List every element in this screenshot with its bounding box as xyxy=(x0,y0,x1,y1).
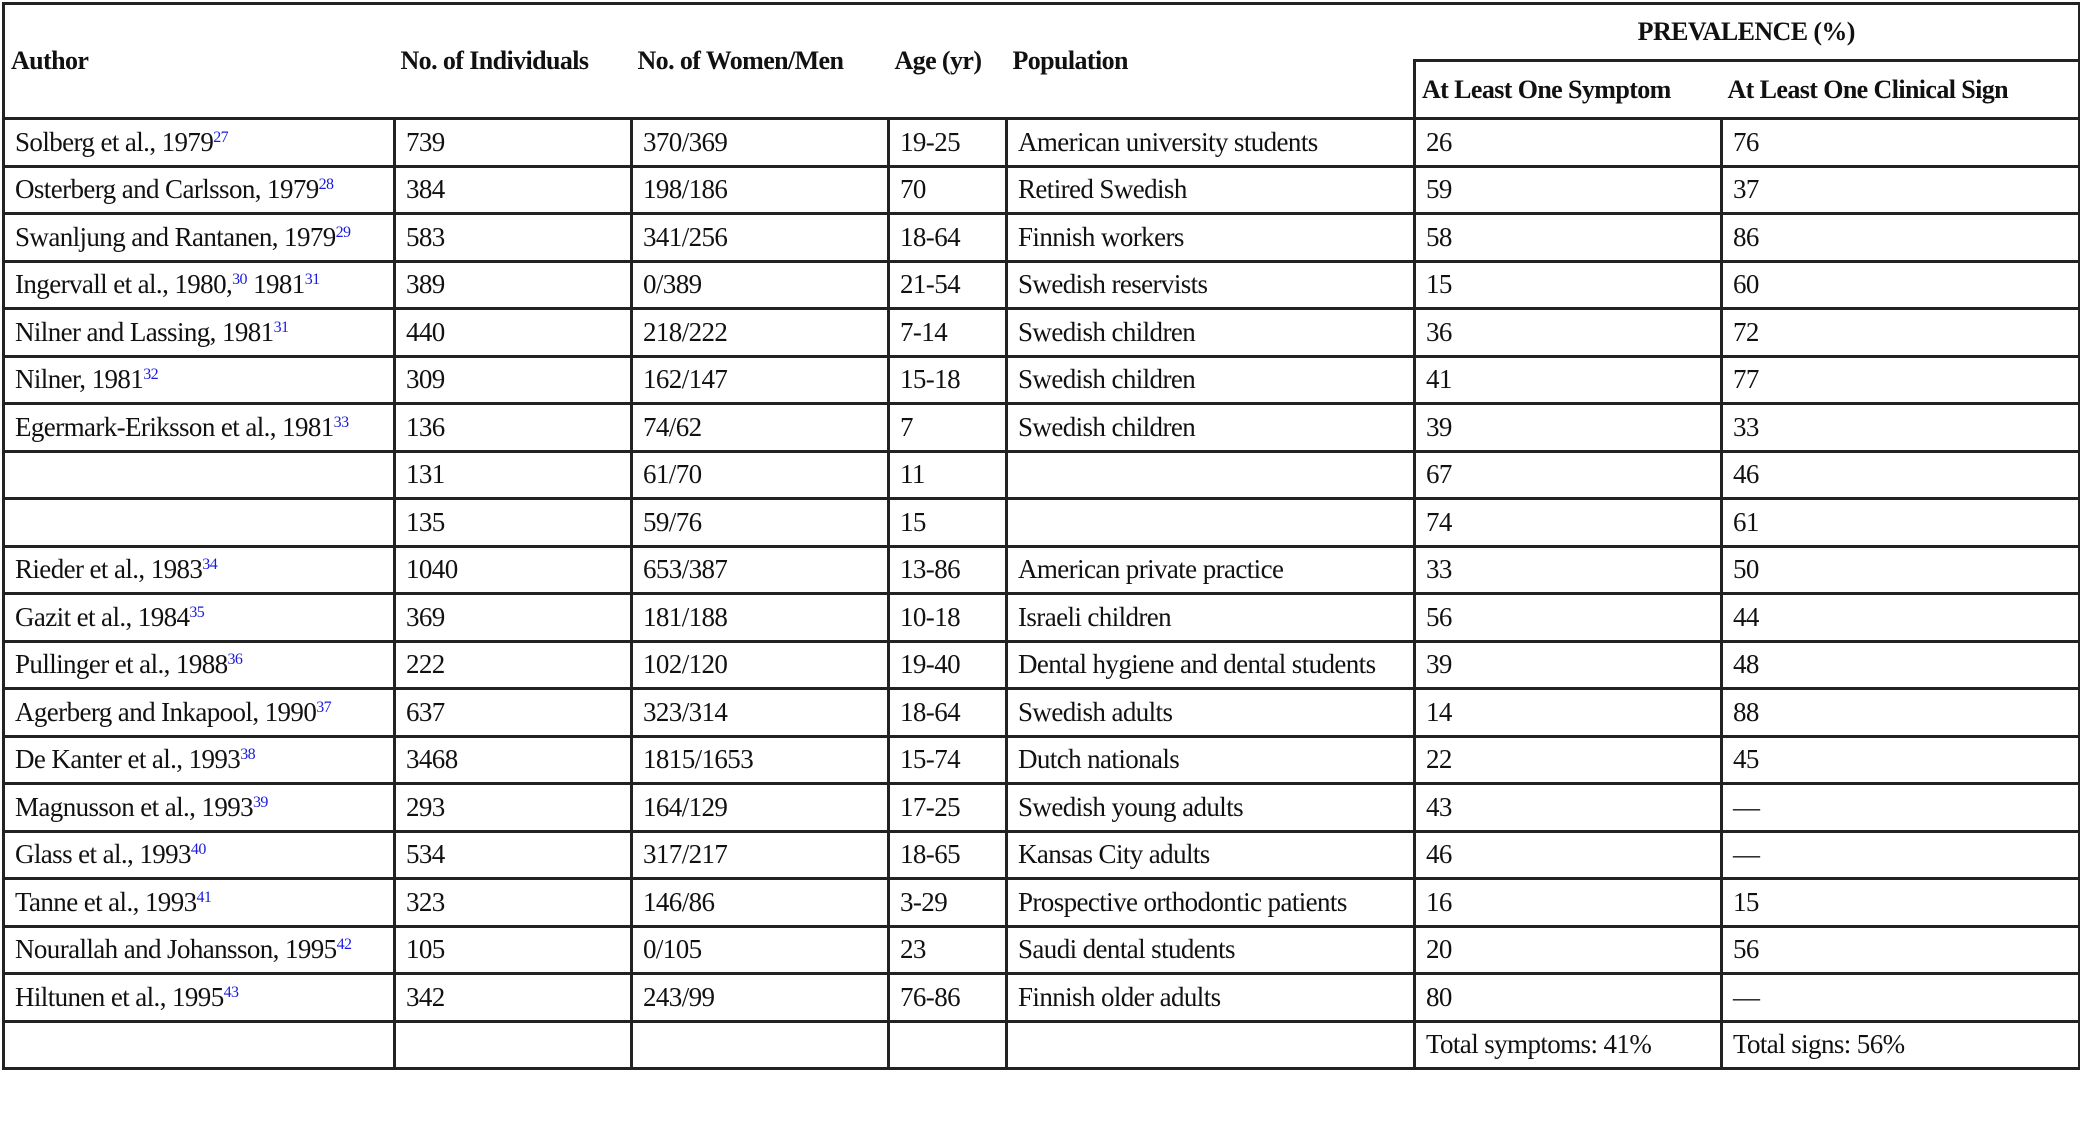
cell-population: American private practice xyxy=(1007,546,1415,594)
cell-symptom: 26 xyxy=(1415,119,1722,167)
cell-sign: — xyxy=(1722,974,2080,1022)
cell-symptom: 22 xyxy=(1415,736,1722,784)
reference-link[interactable]: 38 xyxy=(240,746,256,764)
cell-women-men: 162/147 xyxy=(632,356,889,404)
cell-age: 70 xyxy=(889,166,1007,214)
cell-symptom: 16 xyxy=(1415,879,1722,927)
cell-age: 7-14 xyxy=(889,309,1007,357)
cell-author xyxy=(4,784,395,832)
cell-symptom: 46 xyxy=(1415,831,1722,879)
cell-author xyxy=(4,451,395,499)
table-row xyxy=(4,736,2080,784)
cell-women-men: 0/105 xyxy=(632,926,889,974)
cell-sign: 61 xyxy=(1722,499,2080,547)
author-text: Magnusson et al., 1993 xyxy=(15,791,254,822)
cell-women-men: 146/86 xyxy=(632,879,889,927)
cell-sign: 45 xyxy=(1722,736,2080,784)
header-individuals: No. of Individuals xyxy=(395,4,632,119)
table-row xyxy=(4,689,2080,737)
cell-age: 11 xyxy=(889,451,1007,499)
cell-individuals: 3468 xyxy=(395,736,632,784)
cell-women-men: 61/70 xyxy=(632,451,889,499)
cell-population: Swedish reservists xyxy=(1007,261,1415,309)
cell-sign: 15 xyxy=(1722,879,2080,927)
author-text: Egermark-Eriksson et al., 1981 xyxy=(15,411,334,442)
cell-symptom: 43 xyxy=(1415,784,1722,832)
author-text: Rieder et al., 1983 xyxy=(15,554,203,585)
reference-link[interactable]: 36 xyxy=(227,651,243,669)
cell-author xyxy=(4,404,395,452)
cell-age: 15-74 xyxy=(889,736,1007,784)
cell-individuals: 389 xyxy=(395,261,632,309)
cell-author xyxy=(4,166,395,214)
author-text: 1981 xyxy=(246,269,305,300)
header-population: Population xyxy=(1007,4,1415,119)
cell-age: 10-18 xyxy=(889,594,1007,642)
cell-population: Swedish children xyxy=(1007,356,1415,404)
cell-symptom: 58 xyxy=(1415,214,1722,262)
table-row xyxy=(4,1021,2080,1069)
cell-age: 18-64 xyxy=(889,214,1007,262)
cell-age: 23 xyxy=(889,926,1007,974)
cell-sign: 76 xyxy=(1722,119,2080,167)
cell-individuals: 136 xyxy=(395,404,632,452)
cell-population xyxy=(1007,451,1415,499)
table-row xyxy=(4,404,2080,452)
cell-population: Swedish young adults xyxy=(1007,784,1415,832)
author-text: Osterberg and Carlsson, 1979 xyxy=(15,174,319,205)
cell-sign: 88 xyxy=(1722,689,2080,737)
cell-symptom: 67 xyxy=(1415,451,1722,499)
cell-women-men: 370/369 xyxy=(632,119,889,167)
cell-women-men: 653/387 xyxy=(632,546,889,594)
cell-individuals: 1040 xyxy=(395,546,632,594)
cell-women-men xyxy=(632,1021,889,1069)
cell-women-men: 341/256 xyxy=(632,214,889,262)
cell-population xyxy=(1007,1021,1415,1069)
author-text: Nilner, 1981 xyxy=(15,364,144,395)
author-text: Agerberg and Inkapool, 1990 xyxy=(15,696,317,727)
cell-women-men: 181/188 xyxy=(632,594,889,642)
cell-symptom: 56 xyxy=(1415,594,1722,642)
reference-link[interactable]: 30 xyxy=(232,271,247,289)
cell-individuals: 105 xyxy=(395,926,632,974)
cell-individuals: 739 xyxy=(395,119,632,167)
cell-author xyxy=(4,499,395,547)
cell-author xyxy=(4,689,395,737)
cell-sign: 77 xyxy=(1722,356,2080,404)
cell-women-men: 243/99 xyxy=(632,974,889,1022)
author-text: Pullinger et al., 1988 xyxy=(15,649,228,680)
cell-symptom: 14 xyxy=(1415,689,1722,737)
table-row xyxy=(4,594,2080,642)
header-symptom: At Least One Symptom xyxy=(1415,61,1722,119)
cell-age: 15-18 xyxy=(889,356,1007,404)
table-row xyxy=(4,261,2080,309)
header-age: Age (yr) xyxy=(889,4,1007,119)
cell-population: Swedish children xyxy=(1007,309,1415,357)
reference-link[interactable]: 34 xyxy=(202,556,218,574)
cell-individuals: 131 xyxy=(395,451,632,499)
cell-population: Dutch nationals xyxy=(1007,736,1415,784)
cell-individuals xyxy=(395,1021,632,1069)
cell-women-men: 198/186 xyxy=(632,166,889,214)
cell-age: 17-25 xyxy=(889,784,1007,832)
reference-link[interactable]: 29 xyxy=(335,223,351,241)
author-text: Gazit et al., 1984 xyxy=(15,601,190,632)
prevalence-table xyxy=(2,2,2080,1070)
author-text: De Kanter et al., 1993 xyxy=(15,744,241,775)
reference-link[interactable]: 35 xyxy=(189,603,205,621)
reference-link[interactable]: 33 xyxy=(333,413,349,431)
cell-author xyxy=(4,879,395,927)
cell-individuals: 384 xyxy=(395,166,632,214)
cell-population: Finnish workers xyxy=(1007,214,1415,262)
cell-age: 19-40 xyxy=(889,641,1007,689)
cell-sign: 56 xyxy=(1722,926,2080,974)
table-row xyxy=(4,309,2080,357)
header-author: Author xyxy=(4,4,395,119)
cell-author xyxy=(4,926,395,974)
table-row xyxy=(4,879,2080,927)
cell-population: Swedish adults xyxy=(1007,689,1415,737)
cell-individuals: 293 xyxy=(395,784,632,832)
table-row xyxy=(4,214,2080,262)
cell-sign: — xyxy=(1722,831,2080,879)
author-text: Ingervall et al., 1980, xyxy=(15,269,233,300)
cell-population: Dental hygiene and dental students xyxy=(1007,641,1415,689)
cell-symptom: 20 xyxy=(1415,926,1722,974)
cell-women-men: 74/62 xyxy=(632,404,889,452)
cell-sign: Total signs: 56% xyxy=(1722,1021,2080,1069)
cell-author xyxy=(4,214,395,262)
cell-individuals: 534 xyxy=(395,831,632,879)
cell-sign: 37 xyxy=(1722,166,2080,214)
cell-symptom: 41 xyxy=(1415,356,1722,404)
table-row xyxy=(4,926,2080,974)
cell-population: Saudi dental students xyxy=(1007,926,1415,974)
reference-link[interactable]: 28 xyxy=(318,176,334,194)
header-sign: At Least One Clinical Sign xyxy=(1722,61,2080,119)
cell-sign: 60 xyxy=(1722,261,2080,309)
cell-age: 15 xyxy=(889,499,1007,547)
cell-age: 76-86 xyxy=(889,974,1007,1022)
cell-age: 7 xyxy=(889,404,1007,452)
cell-individuals: 637 xyxy=(395,689,632,737)
cell-individuals: 440 xyxy=(395,309,632,357)
author-text: Nourallah and Johansson, 1995 xyxy=(15,934,337,965)
reference-link[interactable]: 32 xyxy=(143,366,159,384)
cell-women-men: 1815/1653 xyxy=(632,736,889,784)
cell-symptom: 36 xyxy=(1415,309,1722,357)
cell-population: Finnish older adults xyxy=(1007,974,1415,1022)
cell-symptom: 15 xyxy=(1415,261,1722,309)
cell-author xyxy=(4,119,395,167)
cell-age: 3-29 xyxy=(889,879,1007,927)
cell-women-men: 317/217 xyxy=(632,831,889,879)
cell-symptom: 39 xyxy=(1415,641,1722,689)
table-row xyxy=(4,784,2080,832)
cell-author xyxy=(4,831,395,879)
cell-author xyxy=(4,736,395,784)
cell-symptom: Total symptoms: 41% xyxy=(1415,1021,1722,1069)
cell-population: Kansas City adults xyxy=(1007,831,1415,879)
cell-individuals: 342 xyxy=(395,974,632,1022)
cell-age: 19-25 xyxy=(889,119,1007,167)
cell-population xyxy=(1007,499,1415,547)
header-women-men: No. of Women/Men xyxy=(632,4,889,119)
cell-women-men: 59/76 xyxy=(632,499,889,547)
table-row xyxy=(4,119,2080,167)
cell-author xyxy=(4,641,395,689)
cell-sign: 48 xyxy=(1722,641,2080,689)
cell-individuals: 309 xyxy=(395,356,632,404)
cell-sign: — xyxy=(1722,784,2080,832)
author-text: Glass et al., 1993 xyxy=(15,839,191,870)
cell-population: Prospective orthodontic patients xyxy=(1007,879,1415,927)
reference-link[interactable]: 39 xyxy=(253,793,268,811)
cell-women-men: 218/222 xyxy=(632,309,889,357)
table-row xyxy=(4,499,2080,547)
cell-population: American university students xyxy=(1007,119,1415,167)
table-row xyxy=(4,166,2080,214)
cell-symptom: 59 xyxy=(1415,166,1722,214)
reference-link[interactable]: 31 xyxy=(304,271,320,289)
table-row xyxy=(4,356,2080,404)
cell-author xyxy=(4,546,395,594)
cell-sign: 46 xyxy=(1722,451,2080,499)
cell-symptom: 39 xyxy=(1415,404,1722,452)
reference-link[interactable]: 27 xyxy=(213,128,229,146)
cell-author xyxy=(4,261,395,309)
cell-author xyxy=(4,1021,395,1069)
cell-sign: 72 xyxy=(1722,309,2080,357)
header-prevalence: PREVALENCE (%) xyxy=(1415,4,2080,61)
cell-author xyxy=(4,594,395,642)
cell-age: 18-64 xyxy=(889,689,1007,737)
cell-individuals: 323 xyxy=(395,879,632,927)
cell-sign: 33 xyxy=(1722,404,2080,452)
cell-women-men: 323/314 xyxy=(632,689,889,737)
cell-symptom: 80 xyxy=(1415,974,1722,1022)
cell-women-men: 102/120 xyxy=(632,641,889,689)
reference-link[interactable]: 43 xyxy=(223,983,239,1001)
author-text: Hiltunen et al., 1995 xyxy=(15,981,224,1012)
reference-link[interactable]: 31 xyxy=(273,318,289,336)
reference-link[interactable]: 41 xyxy=(196,888,212,906)
cell-age xyxy=(889,1021,1007,1069)
author-text: Solberg et al., 1979 xyxy=(15,126,214,157)
reference-link[interactable]: 37 xyxy=(316,698,332,716)
cell-women-men: 0/389 xyxy=(632,261,889,309)
cell-age: 18-65 xyxy=(889,831,1007,879)
cell-symptom: 74 xyxy=(1415,499,1722,547)
cell-sign: 86 xyxy=(1722,214,2080,262)
table-row xyxy=(4,546,2080,594)
cell-sign: 50 xyxy=(1722,546,2080,594)
table-row xyxy=(4,831,2080,879)
author-text: Nilner and Lassing, 1981 xyxy=(15,316,274,347)
cell-population: Israeli children xyxy=(1007,594,1415,642)
cell-population: Retired Swedish xyxy=(1007,166,1415,214)
cell-women-men: 164/129 xyxy=(632,784,889,832)
cell-individuals: 222 xyxy=(395,641,632,689)
cell-age: 21-54 xyxy=(889,261,1007,309)
table-row xyxy=(4,974,2080,1022)
reference-link[interactable]: 40 xyxy=(190,841,206,859)
cell-author xyxy=(4,309,395,357)
cell-sign: 44 xyxy=(1722,594,2080,642)
author-text: Tanne et al., 1993 xyxy=(15,886,197,917)
cell-population: Swedish children xyxy=(1007,404,1415,452)
cell-individuals: 135 xyxy=(395,499,632,547)
table-row xyxy=(4,451,2080,499)
cell-author xyxy=(4,356,395,404)
cell-individuals: 369 xyxy=(395,594,632,642)
reference-link[interactable]: 42 xyxy=(336,936,352,954)
table-row xyxy=(4,641,2080,689)
cell-age: 13-86 xyxy=(889,546,1007,594)
author-text: Swanljung and Rantanen, 1979 xyxy=(15,221,336,252)
cell-symptom: 33 xyxy=(1415,546,1722,594)
cell-author xyxy=(4,974,395,1022)
cell-individuals: 583 xyxy=(395,214,632,262)
